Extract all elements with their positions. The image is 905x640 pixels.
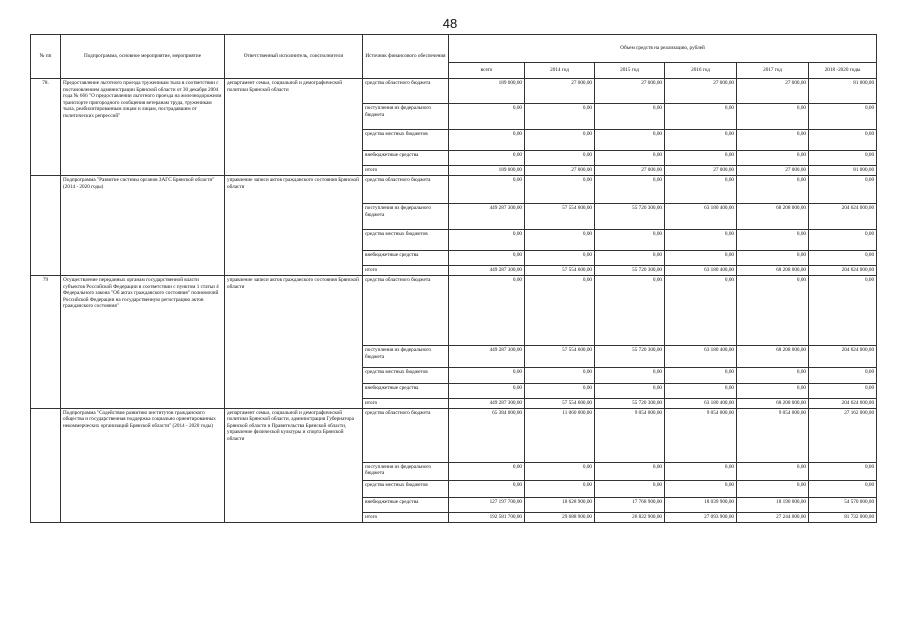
funding-source: итого: [363, 266, 449, 276]
amount-cell: 0,00: [665, 384, 737, 399]
amount-cell: 54 570 000,00: [809, 497, 877, 512]
amount-cell: 204 624 000,00: [809, 266, 877, 276]
amount-cell: 0,00: [525, 151, 595, 166]
amount-cell: 63 180 400,00: [665, 346, 737, 368]
amount-cell: 55 720 300,00: [595, 346, 665, 368]
amount-cell: 55 720 300,00: [595, 204, 665, 230]
amount-cell: 0,00: [449, 462, 525, 480]
amount-cell: 18 190 000,00: [737, 497, 809, 512]
amount-cell: 189 000,00: [449, 79, 525, 104]
amount-cell: 0,00: [665, 230, 737, 251]
col-header-executor: Ответственный исполнитель, соисполнители: [225, 35, 363, 79]
amount-cell: 0,00: [525, 230, 595, 251]
amount-cell: 26 822 900,00: [595, 512, 665, 522]
amount-cell: 57 554 600,00: [525, 346, 595, 368]
amount-cell: 27 000,00: [525, 166, 595, 176]
amount-cell: 57 554 600,00: [525, 399, 595, 409]
amount-cell: 0,00: [737, 384, 809, 399]
amount-cell: 0,00: [595, 384, 665, 399]
funding-source: средства местных бюджетов: [363, 368, 449, 384]
amount-cell: 449 287 300,00: [449, 266, 525, 276]
amount-cell: 0,00: [595, 480, 665, 497]
amount-cell: 27 000,00: [665, 79, 737, 104]
funding-source: средства местных бюджетов: [363, 130, 449, 151]
amount-cell: 63 180 400,00: [665, 204, 737, 230]
amount-cell: 449 287 300,00: [449, 204, 525, 230]
funding-source: внебюджетные средства: [363, 384, 449, 399]
amount-cell: 9 054 000,00: [737, 408, 809, 462]
amount-cell: 27 093 900,00: [665, 512, 737, 522]
amount-cell: 81 732 000,00: [809, 512, 877, 522]
amount-cell: 18 628 900,00: [525, 497, 595, 512]
amount-cell: 0,00: [737, 251, 809, 266]
amount-cell: 0,00: [449, 130, 525, 151]
col-header-source: Источник финансового обеспечения: [363, 35, 449, 79]
amount-cell: 0,00: [595, 104, 665, 130]
col-header-year: 2014 год: [525, 63, 595, 79]
amount-cell: 0,00: [809, 130, 877, 151]
amount-cell: 68 208 000,00: [737, 204, 809, 230]
funding-source: средства местных бюджетов: [363, 480, 449, 497]
amount-cell: 0,00: [809, 384, 877, 399]
funding-source: внебюджетные средства: [363, 151, 449, 166]
funding-source: средства областного бюджета: [363, 79, 449, 104]
program-name: Предоставление льготного проезда труженикам тыла в соответствии с постановлением администрации Брянской области от 30 декабря 2004 года № 666 "О предоставлении льготного проезда на железнодорожном транспорте пригородного сообщения ветеранам труда, труженикам тыла, реабилитированным лицам и лицам, пострадавшим от политических репрессий": [61, 79, 225, 176]
executor: управление записи актов гражданского состояния Брянской области: [225, 176, 363, 276]
col-header-year: 2017 год: [737, 63, 809, 79]
amount-cell: 63 180 400,00: [665, 399, 737, 409]
amount-cell: 63 180 400,00: [665, 266, 737, 276]
amount-cell: 0,00: [595, 462, 665, 480]
amount-cell: 27 244 000,00: [737, 512, 809, 522]
amount-cell: 0,00: [525, 251, 595, 266]
amount-cell: 0,00: [525, 176, 595, 204]
amount-cell: 127 197 700,00: [449, 497, 525, 512]
amount-cell: 0,00: [449, 384, 525, 399]
amount-cell: 0,00: [809, 251, 877, 266]
col-header-year: всего: [449, 63, 525, 79]
amount-cell: 204 624 000,00: [809, 399, 877, 409]
amount-cell: 68 208 000,00: [737, 346, 809, 368]
row-number: [31, 408, 61, 522]
amount-cell: 0,00: [525, 480, 595, 497]
funding-table: [30, 34, 877, 523]
executor: департамент семьи, социальной и демографической политики Брянской области, администрация Губернатора Брянской области и Правительства Брянской области, управление физической культуры и спорта Брянской области: [225, 408, 363, 522]
amount-cell: 0,00: [737, 480, 809, 497]
col-header-name: Подпрограмма, основное мероприятие, мероприятие: [61, 35, 225, 79]
amount-cell: 0,00: [595, 130, 665, 151]
amount-cell: 68 208 000,00: [737, 399, 809, 409]
amount-cell: 0,00: [809, 230, 877, 251]
col-header-year: 2016 год: [665, 63, 737, 79]
amount-cell: 0,00: [737, 151, 809, 166]
amount-cell: 0,00: [525, 104, 595, 130]
amount-cell: 0,00: [449, 276, 525, 346]
amount-cell: 0,00: [665, 251, 737, 266]
funding-source: поступления из федерального бюджета: [363, 462, 449, 480]
amount-cell: 0,00: [809, 276, 877, 346]
funding-source: поступления из федерального бюджета: [363, 104, 449, 130]
amount-cell: 0,00: [737, 462, 809, 480]
amount-cell: 27 162 000,00: [809, 408, 877, 462]
amount-cell: 0,00: [737, 276, 809, 346]
amount-cell: 18 039 900,00: [665, 497, 737, 512]
program-name: Подпрограмма "Развитие системы органов ЗАГС Брянской области" (2014 - 2020 годы): [61, 176, 225, 276]
table-body: [31, 79, 877, 523]
row-number: [31, 176, 61, 276]
amount-cell: 27 000,00: [737, 166, 809, 176]
amount-cell: 0,00: [809, 104, 877, 130]
amount-cell: 449 287 300,00: [449, 346, 525, 368]
amount-cell: 0,00: [449, 251, 525, 266]
program-name: Подпрограмма "Содействие развитию институтов гражданского общества и государственная поддержка социально ориентированных некоммерческих организаций Брянской области" (2014 - 2020 годы): [61, 408, 225, 522]
amount-cell: 0,00: [665, 368, 737, 384]
amount-cell: 0,00: [525, 368, 595, 384]
amount-cell: 0,00: [809, 176, 877, 204]
amount-cell: 57 554 600,00: [525, 204, 595, 230]
amount-cell: 0,00: [809, 462, 877, 480]
amount-cell: 449 287 300,00: [449, 399, 525, 409]
funding-source: средства областного бюджета: [363, 176, 449, 204]
amount-cell: 9 054 000,00: [595, 408, 665, 462]
funding-source: внебюджетные средства: [363, 251, 449, 266]
amount-cell: 0,00: [449, 230, 525, 251]
funding-source: итого: [363, 166, 449, 176]
amount-cell: 0,00: [525, 130, 595, 151]
amount-cell: 27 000,00: [595, 166, 665, 176]
amount-cell: 65 384 000,00: [449, 408, 525, 462]
amount-cell: 0,00: [737, 130, 809, 151]
amount-cell: 55 720 300,00: [595, 266, 665, 276]
amount-cell: 0,00: [595, 276, 665, 346]
funding-source: итого: [363, 399, 449, 409]
amount-cell: 0,00: [449, 176, 525, 204]
amount-cell: 81 000,00: [809, 79, 877, 104]
amount-cell: 189 000,00: [449, 166, 525, 176]
amount-cell: 0,00: [525, 384, 595, 399]
amount-cell: 192 581 700,00: [449, 512, 525, 522]
funding-source: поступления из федерального бюджета: [363, 204, 449, 230]
funding-source: средства областного бюджета: [363, 408, 449, 462]
col-header-funding: Объем средств на реализацию, рублей: [449, 35, 877, 63]
amount-cell: 0,00: [665, 130, 737, 151]
amount-cell: 0,00: [525, 462, 595, 480]
amount-cell: 0,00: [595, 251, 665, 266]
page-number: 48: [442, 16, 458, 31]
amount-cell: 0,00: [595, 151, 665, 166]
amount-cell: 0,00: [665, 104, 737, 130]
amount-cell: 0,00: [595, 368, 665, 384]
amount-cell: 29 688 900,00: [525, 512, 595, 522]
amount-cell: 27 000,00: [665, 166, 737, 176]
amount-cell: 0,00: [809, 368, 877, 384]
amount-cell: 0,00: [737, 176, 809, 204]
amount-cell: 0,00: [737, 104, 809, 130]
amount-cell: 9 054 000,00: [665, 408, 737, 462]
program-name: Осуществление переданных органам государственной власти субъектов Российской Федерации в соответствии с пунктом 1 статьи 4 Федерального закона "Об актах гражданского состояния" полномочий Российской Федерации на государственную регистрацию актов гражданского состояния": [61, 276, 225, 409]
amount-cell: 27 000,00: [737, 79, 809, 104]
table-row: [31, 79, 877, 104]
amount-cell: 0,00: [665, 151, 737, 166]
amount-cell: 0,00: [665, 462, 737, 480]
executor: департамент семьи, социальной и демографической политики Брянской области: [225, 79, 363, 176]
table-row: [31, 176, 877, 204]
col-header-no: № пп: [31, 35, 61, 79]
amount-cell: 0,00: [449, 151, 525, 166]
amount-cell: 0,00: [665, 480, 737, 497]
table-row: [31, 408, 877, 462]
amount-cell: 81 000,00: [809, 166, 877, 176]
amount-cell: 0,00: [595, 176, 665, 204]
amount-cell: 0,00: [525, 276, 595, 346]
amount-cell: 0,00: [665, 276, 737, 346]
amount-cell: 0,00: [449, 104, 525, 130]
executor: управление записи актов гражданского состояния Брянской области: [225, 276, 363, 409]
amount-cell: 11 060 000,00: [525, 408, 595, 462]
funding-source: средства местных бюджетов: [363, 230, 449, 251]
amount-cell: 0,00: [665, 176, 737, 204]
amount-cell: 0,00: [595, 230, 665, 251]
amount-cell: 57 554 600,00: [525, 266, 595, 276]
funding-source: поступления из федерального бюджета: [363, 346, 449, 368]
row-number: 78.: [31, 79, 61, 176]
amount-cell: 0,00: [449, 480, 525, 497]
amount-cell: 68 208 000,00: [737, 266, 809, 276]
funding-source: итого: [363, 512, 449, 522]
amount-cell: 204 624 000,00: [809, 346, 877, 368]
amount-cell: 0,00: [809, 151, 877, 166]
amount-cell: 0,00: [737, 368, 809, 384]
amount-cell: 0,00: [737, 230, 809, 251]
funding-source: средства областного бюджета: [363, 276, 449, 346]
amount-cell: 27 000,00: [525, 79, 595, 104]
amount-cell: 27 000,00: [595, 79, 665, 104]
row-number: 79: [31, 276, 61, 409]
amount-cell: 0,00: [809, 480, 877, 497]
amount-cell: 17 768 900,00: [595, 497, 665, 512]
col-header-year: 2015 год: [595, 63, 665, 79]
amount-cell: 0,00: [449, 368, 525, 384]
amount-cell: 204 624 000,00: [809, 204, 877, 230]
funding-source: внебюджетные средства: [363, 497, 449, 512]
table-row: [31, 276, 877, 346]
amount-cell: 55 720 300,00: [595, 399, 665, 409]
col-header-year: 2018 -2020 годы: [809, 63, 877, 79]
